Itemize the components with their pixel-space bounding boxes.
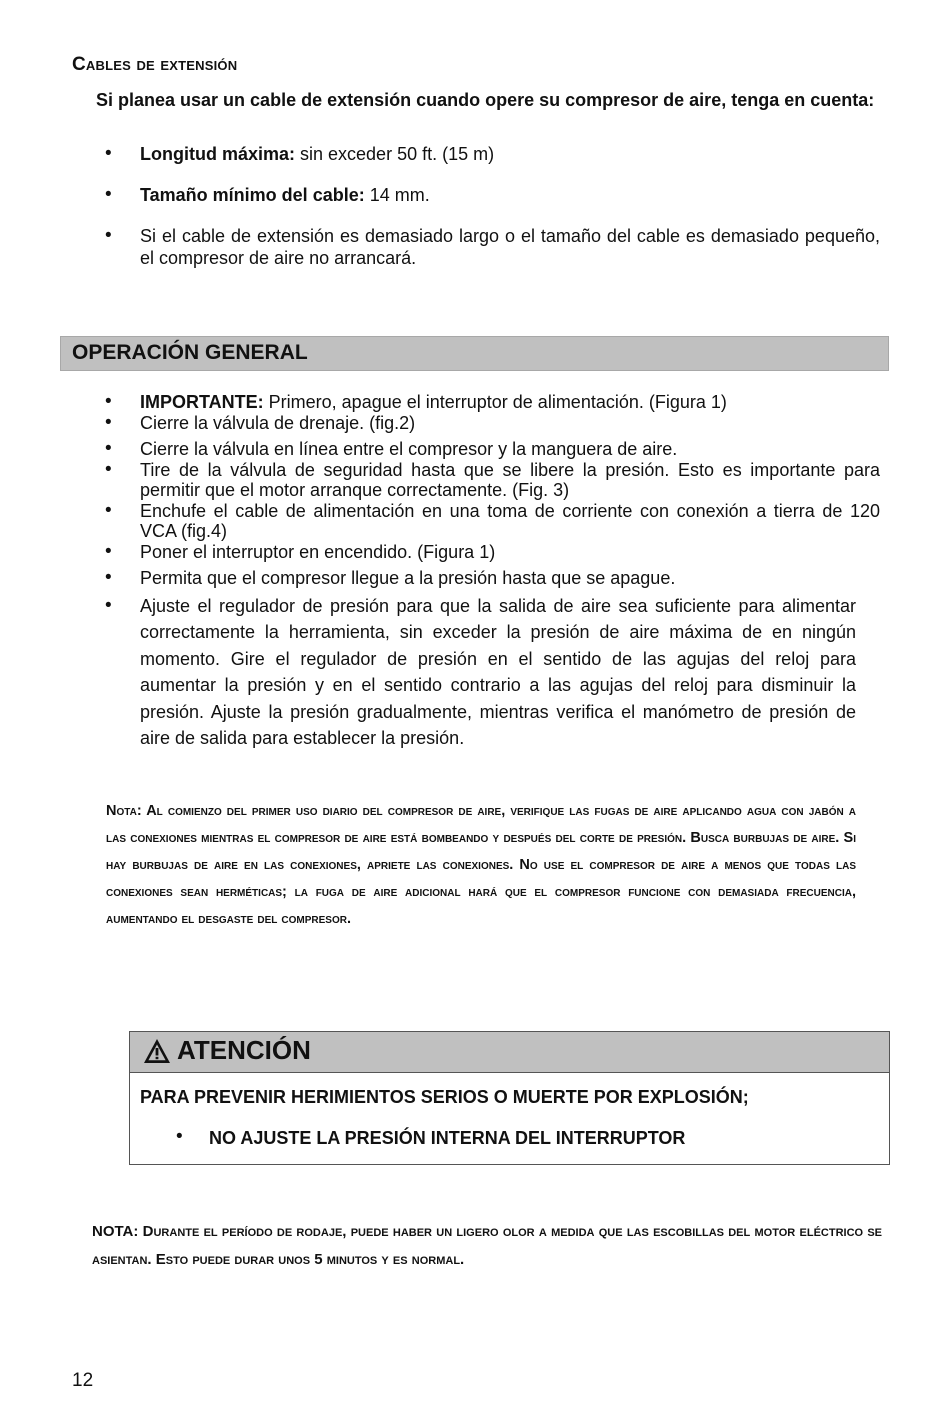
warning-triangle-icon xyxy=(143,1038,171,1064)
list-item xyxy=(96,392,880,413)
operation-list xyxy=(96,392,880,752)
section-title-general-operation: OPERACIÓN GENERAL xyxy=(72,341,308,364)
warning-bullet: NO AJUSTE LA PRESIÓN INTERNA DEL INTERRUPTOR xyxy=(209,1128,686,1148)
list-item xyxy=(96,225,880,269)
item-text: Cierre la válvula en línea entre el compresor y la manguera de aire. xyxy=(140,439,678,459)
item-text: Cierre la válvula de drenaje. (fig.2) xyxy=(140,412,416,433)
extension-intro: Si planea usar un cable de extensión cuando opere su compresor de aire, tenga en cuenta: xyxy=(96,90,875,110)
item-text: Permita que el compresor llegue a la presión hasta que se apague. xyxy=(140,568,676,588)
extension-list xyxy=(96,143,880,288)
warning-line: PARA PREVENIR HERIMIENTOS SERIOS O MUERTE POR EXPLOSIÓN; xyxy=(140,1087,749,1107)
list-item xyxy=(96,568,880,589)
final-note-label: NOTA: xyxy=(92,1223,139,1240)
item-text: Enchufe el cable de alimentación en una toma de corriente con conexión a tierra de 120 VCA (fig.4) xyxy=(140,500,880,541)
page-number: 12 xyxy=(72,1370,94,1391)
bullet-glyph: • xyxy=(176,1126,183,1147)
item-text: 14 mm. xyxy=(364,185,430,205)
operation-note: Nota: Al comienzo del primer uso diario del compresor de aire, verifique las fugas de aire aplicando agua con jabón a las conexiones mientras el compresor de aire está bombeando y después del corte de presión. Busca burbujas de aire. Si hay burbujas de aire en las conexiones, apriete las conexiones. No use el compresor de aire a menos que todas las conexiones sean herméticas; la fuga de aire adicional hará que el compresor funcione con demasiada frecuencia, aumentando el desgaste del compresor. xyxy=(106,803,856,927)
item-text: Si el cable de extensión es demasiado largo o el tamaño del cable es demasiado pequeño, el compresor de aire no arrancará. xyxy=(140,226,880,268)
list-item xyxy=(96,460,880,501)
item-label: Longitud máxima: xyxy=(140,144,296,164)
item-label: IMPORTANTE: xyxy=(140,392,264,412)
list-item xyxy=(96,501,880,542)
section-title-extension-cables: Cables de extensión xyxy=(72,54,238,75)
item-text: sin exceder 50 ft. (15 m) xyxy=(295,144,495,164)
list-item xyxy=(96,439,880,460)
list-item xyxy=(96,184,880,206)
final-note-text: Durante el período de rodaje, puede haber un ligero olor a medida que las escobillas del motor eléctrico se asientan. Esto puede durar unos 5 minutos y es normal. xyxy=(92,1223,882,1268)
item-text: Primero, apague el interruptor de alimentación. (Figura 1) xyxy=(263,392,727,412)
warning-title: ATENCIÓN xyxy=(177,1035,311,1065)
final-note xyxy=(92,1218,882,1274)
list-item xyxy=(96,143,880,165)
list-item xyxy=(96,593,856,752)
item-label: Tamaño mínimo del cable: xyxy=(140,185,365,205)
list-item xyxy=(96,413,880,434)
item-text: Tire de la válvula de seguridad hasta que se libere la presión. Esto es importante para permitir que el motor arranque correctamente. (Fig. 3) xyxy=(140,459,880,500)
list-item xyxy=(96,542,880,563)
item-text: Poner el interruptor en encendido. (Figura 1) xyxy=(140,541,496,562)
item-text: Ajuste el regulador de presión para que la salida de aire sea suficiente para alimentar correctamente la herramienta, sin exceder la presión de aire máxima de en ningún momento. Gire el regulador de presión en el sentido de las agujas del reloj para aumentar la presión y en el sentido contrario a las agujas del reloj para disminuir la presión. Ajuste la presión gradualmente, mientras verifica el manómetro de presión de aire de salida para establecer la presión. xyxy=(140,595,856,748)
